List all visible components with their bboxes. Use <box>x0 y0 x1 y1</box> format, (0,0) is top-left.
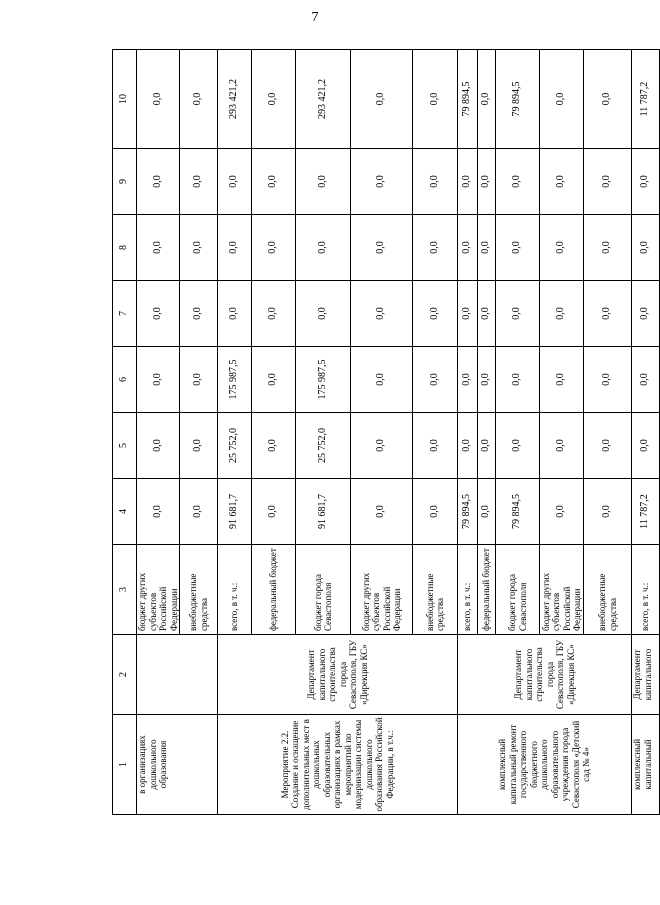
item-description: Мероприятие 2.2. Создание и оснащение дополнительных мест в дошкольных образовательных организациях в рамках мероприятий по модернизации системы дошкольного образования Российской Федерации, в т.ч.: <box>218 715 458 815</box>
amount-cell: 11 787,2 <box>632 50 660 149</box>
amount-cell: 0,0 <box>584 50 632 149</box>
amount-cell: 0,0 <box>351 50 413 149</box>
amount-cell: 0,0 <box>296 281 351 347</box>
amount-cell: 0,0 <box>496 347 540 413</box>
amount-cell: 0,0 <box>218 281 252 347</box>
item-description: комплексный капитальный ремонт государственного бюджетного дошкольного образовательного учреждения города Севастополя «Детский сад № 4» <box>458 715 632 815</box>
amount-cell: 0,0 <box>632 215 660 281</box>
header-cell: 3 <box>113 545 137 635</box>
amount-cell: 0,0 <box>296 149 351 215</box>
amount-cell: 0,0 <box>478 281 496 347</box>
funding-source: бюджет города Севастополя <box>296 545 351 635</box>
header-row <box>113 50 137 815</box>
amount-cell: 0,0 <box>252 215 296 281</box>
amount-cell: 0,0 <box>180 413 218 479</box>
funding-source: всего, в т. ч.: <box>632 545 660 635</box>
item-description: в организациях дошкольного образования <box>137 715 218 815</box>
amount-cell: 293 421,2 <box>218 50 252 149</box>
responsible-executor <box>137 635 218 715</box>
amount-cell: 25 752,0 <box>218 413 252 479</box>
amount-cell: 0,0 <box>584 281 632 347</box>
amount-cell: 0,0 <box>496 149 540 215</box>
amount-cell: 0,0 <box>478 149 496 215</box>
responsible-executor: Департамент капитального <box>632 635 660 715</box>
amount-cell: 0,0 <box>180 215 218 281</box>
header-cell: 4 <box>113 479 137 545</box>
amount-cell: 0,0 <box>180 281 218 347</box>
amount-cell: 0,0 <box>252 50 296 149</box>
funding-source: бюджет других субъектов Российской Федерации <box>137 545 180 635</box>
amount-cell: 25 752,0 <box>296 413 351 479</box>
amount-cell: 175 987,5 <box>218 347 252 413</box>
amount-cell: 0,0 <box>632 149 660 215</box>
page-number: 7 <box>311 10 319 25</box>
header-cell: 2 <box>113 635 137 715</box>
amount-cell: 0,0 <box>296 215 351 281</box>
amount-cell: 0,0 <box>413 149 458 215</box>
amount-cell: 79 894,5 <box>496 479 540 545</box>
amount-cell: 0,0 <box>478 413 496 479</box>
amount-cell: 0,0 <box>351 215 413 281</box>
amount-cell: 0,0 <box>180 149 218 215</box>
amount-cell: 0,0 <box>252 347 296 413</box>
amount-cell: 79 894,5 <box>458 50 478 149</box>
amount-cell: 0,0 <box>218 149 252 215</box>
amount-cell: 293 421,2 <box>296 50 351 149</box>
amount-cell: 0,0 <box>584 215 632 281</box>
amount-cell: 0,0 <box>137 215 180 281</box>
amount-cell: 0,0 <box>584 347 632 413</box>
funding-source: бюджет других субъектов Российской Федерации <box>540 545 584 635</box>
amount-cell: 0,0 <box>180 347 218 413</box>
amount-cell: 0,0 <box>413 215 458 281</box>
amount-cell: 0,0 <box>584 479 632 545</box>
table-row <box>218 50 252 815</box>
amount-cell: 0,0 <box>252 479 296 545</box>
amount-cell: 0,0 <box>540 479 584 545</box>
header-cell: 8 <box>113 215 137 281</box>
amount-cell: 0,0 <box>458 347 478 413</box>
amount-cell: 0,0 <box>351 347 413 413</box>
table-row <box>632 50 660 815</box>
amount-cell: 0,0 <box>252 149 296 215</box>
budget-table-rotated <box>112 50 653 815</box>
amount-cell: 91 681,7 <box>218 479 252 545</box>
amount-cell: 0,0 <box>137 413 180 479</box>
funding-source: внебюджетные средства <box>584 545 632 635</box>
header-cell: 6 <box>113 347 137 413</box>
amount-cell: 0,0 <box>180 50 218 149</box>
amount-cell: 0,0 <box>252 281 296 347</box>
amount-cell: 0,0 <box>458 281 478 347</box>
amount-cell: 0,0 <box>413 281 458 347</box>
amount-cell: 0,0 <box>137 281 180 347</box>
amount-cell: 0,0 <box>351 479 413 545</box>
amount-cell: 0,0 <box>137 347 180 413</box>
header-cell: 5 <box>113 413 137 479</box>
amount-cell: 0,0 <box>540 50 584 149</box>
amount-cell: 0,0 <box>458 413 478 479</box>
amount-cell: 11 787,2 <box>632 479 660 545</box>
amount-cell: 0,0 <box>413 347 458 413</box>
amount-cell: 0,0 <box>478 479 496 545</box>
header-cell: 7 <box>113 281 137 347</box>
amount-cell: 91 681,7 <box>296 479 351 545</box>
amount-cell: 0,0 <box>137 50 180 149</box>
amount-cell: 0,0 <box>413 479 458 545</box>
funding-source: внебюджетные средства <box>180 545 218 635</box>
funding-source: федеральный бюджет <box>478 545 496 635</box>
amount-cell: 0,0 <box>478 50 496 149</box>
amount-cell: 175 987,5 <box>296 347 351 413</box>
header-cell: 10 <box>113 50 137 149</box>
amount-cell: 79 894,5 <box>496 50 540 149</box>
amount-cell: 0,0 <box>413 50 458 149</box>
funding-source: бюджет других субъектов Российской Федерации <box>351 545 413 635</box>
amount-cell: 0,0 <box>478 215 496 281</box>
amount-cell: 0,0 <box>540 413 584 479</box>
amount-cell: 0,0 <box>540 281 584 347</box>
funding-source: бюджет города Севастополя <box>496 545 540 635</box>
table-row <box>137 50 180 815</box>
amount-cell: 0,0 <box>137 479 180 545</box>
amount-cell: 0,0 <box>540 149 584 215</box>
budget-table <box>112 49 660 815</box>
amount-cell: 0,0 <box>584 149 632 215</box>
amount-cell: 0,0 <box>351 149 413 215</box>
amount-cell: 0,0 <box>252 413 296 479</box>
table-row <box>458 50 478 815</box>
amount-cell: 0,0 <box>351 281 413 347</box>
funding-source: внебюджетные средства <box>413 545 458 635</box>
amount-cell: 0,0 <box>584 413 632 479</box>
responsible-executor: Департамент капитального строительства города Севастополя, ГБУ «Дирекция КС» <box>458 635 632 715</box>
amount-cell: 0,0 <box>137 149 180 215</box>
amount-cell: 0,0 <box>478 347 496 413</box>
amount-cell: 0,0 <box>540 347 584 413</box>
amount-cell: 0,0 <box>496 215 540 281</box>
amount-cell: 0,0 <box>458 149 478 215</box>
amount-cell: 0,0 <box>496 281 540 347</box>
amount-cell: 0,0 <box>632 347 660 413</box>
amount-cell: 0,0 <box>413 413 458 479</box>
funding-source: всего, в т. ч.: <box>458 545 478 635</box>
responsible-executor: Департамент капитального строительства города Севастополя, ГБУ «Дирекция КС» <box>218 635 458 715</box>
amount-cell: 0,0 <box>458 215 478 281</box>
amount-cell: 0,0 <box>496 413 540 479</box>
amount-cell: 0,0 <box>218 215 252 281</box>
amount-cell: 0,0 <box>632 281 660 347</box>
header-cell: 1 <box>113 715 137 815</box>
amount-cell: 0,0 <box>540 215 584 281</box>
funding-source: федеральный бюджет <box>252 545 296 635</box>
amount-cell: 0,0 <box>180 479 218 545</box>
funding-source: всего, в т. ч.: <box>218 545 252 635</box>
amount-cell: 79 894,5 <box>458 479 478 545</box>
item-description: комплексный капитальный <box>632 715 660 815</box>
amount-cell: 0,0 <box>632 413 660 479</box>
header-cell: 9 <box>113 149 137 215</box>
amount-cell: 0,0 <box>351 413 413 479</box>
